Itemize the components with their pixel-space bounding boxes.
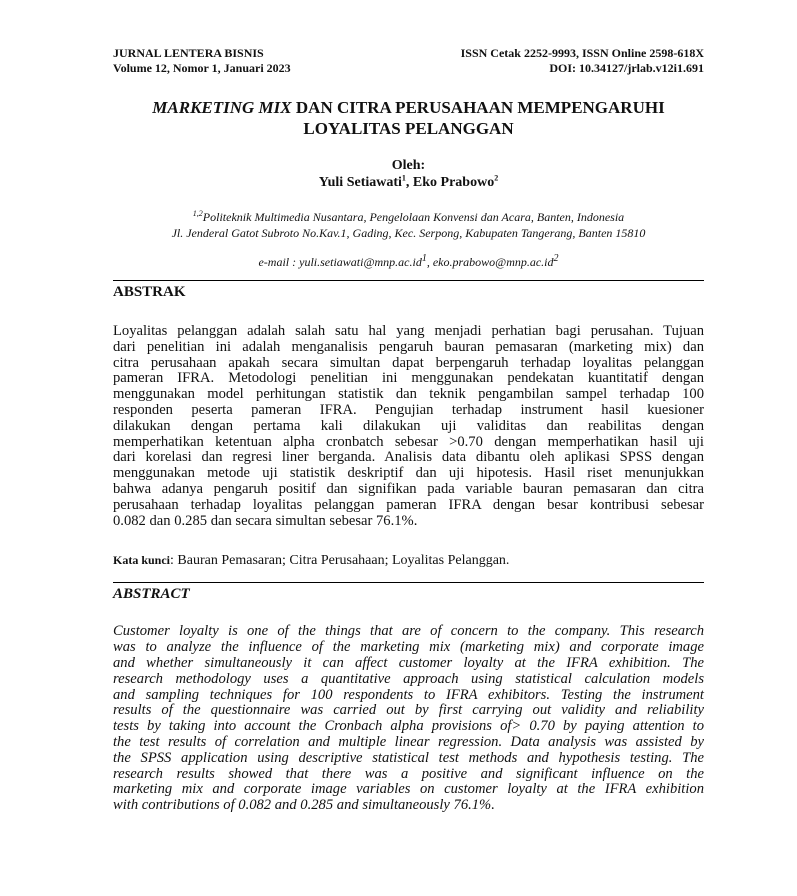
abstrak-line: bahwa adanya pengaruh positif dan signifikan pada variable bauran pemasaran dan citra xyxy=(113,480,704,497)
affiliation xyxy=(113,209,704,241)
abstract-line-last: with contributions of 0.082 and 0.285 and simultaneously 76.1%. xyxy=(113,797,495,814)
abstrak-line: pameran IFRA. Metodologi penelitian ini menggunakan pendekatan kuantitatif dengan xyxy=(113,370,704,387)
author-separator: , xyxy=(405,175,413,190)
abstract-line: the test results of correlation and multiple linear regression. Data analysis was assisted by xyxy=(113,733,704,750)
abstrak-line: menggunakan metode uji statistik deskriptif dan uji hipotesis. Hasil riset menunjukkan xyxy=(113,465,704,482)
author-1-sup: 1 xyxy=(401,173,406,183)
author-1: Yuli Setiawati xyxy=(318,175,402,190)
abstrak-line: responden peserta pameran IFRA. Pengujian terhadap instrument hasil kuesioner xyxy=(113,401,704,418)
issn: ISSN Cetak 2252-9993, ISSN Online 2598-618X xyxy=(460,46,704,60)
abstrak-line: memperhatikan ketentuan alpha cronbatch sebesar >0.70 dengan memperhatikan hasil uji xyxy=(113,433,704,450)
author-list xyxy=(113,174,704,191)
abstrak-line: dilakukan dengan pertama kali dilakukan uji validitas dan reabilitas dengan xyxy=(113,417,704,434)
email-sup-2: 2 xyxy=(553,253,559,264)
abstract-line: research methodology uses a quantitative approach using statistical calculation models xyxy=(113,670,704,687)
email-2: , eko.prabowo@mnp.ac.id xyxy=(426,255,554,269)
keywords xyxy=(113,552,704,569)
abstrak-line: dari penelitian ini adalah menganalisis pengaruh bauran pemasaran (marketing mix) dan xyxy=(113,338,704,355)
running-header-row-1 xyxy=(113,46,704,61)
keywords-value: Bauran Pemasaran; Citra Perusahaan; Loyalitas Pelanggan. xyxy=(177,553,510,569)
title-line1-rest: DAN CITRA PERUSAHAAN MEMPENGARUHI xyxy=(291,98,665,117)
abstract-line: was to analyze the influence of the marketing mix (marketing mix) and corporate image xyxy=(113,639,704,656)
doi: DOI: 10.34127/jrlab.v12i1.691 xyxy=(549,61,704,75)
abstract-line: and sampling techniques for 100 respondents to IFRA exhibitors. Testing the instrument xyxy=(113,686,704,703)
abstrak-line: perusahaan terhadap loyalitas pelanggan pameran IFRA dengan besar kontribusi sebesar xyxy=(113,496,704,513)
email-prefix: e-mail : yuli.setiawati@mnp.ac.id xyxy=(258,255,422,269)
paper-title xyxy=(113,97,704,139)
abstract-line: Customer loyalty is one of the things that are of concern to the company. This research xyxy=(113,623,704,640)
abstract-heading: ABSTRACT xyxy=(113,582,704,603)
author-2-sup: 2 xyxy=(494,173,499,183)
affiliation-line-2: Jl. Jenderal Gatot Subroto No.Kav.1, Gading, Kec. Serpong, Kabupaten Tangerang, Banten 15810 xyxy=(171,226,646,240)
abstract-line: the SPSS application using descriptive statistical test methods and hypothesis testing. The xyxy=(113,749,704,766)
abstract-line: and whether simultaneously it can affect customer loyalty at the IFRA exhibition. The xyxy=(113,654,704,671)
abstrak-line: dari korelasi dan regresi liner berganda. Analisis data dibantu oleh aplikasi SPSS dengan xyxy=(113,449,704,466)
abstract-line: tests by taking into account the Cronbach alpha provisions of> 0.70 by paying attention to xyxy=(113,718,704,735)
oleh-label: Oleh: xyxy=(391,158,426,173)
title-line2: LOYALITAS PELANGGAN xyxy=(303,119,514,138)
author-2: Eko Prabowo xyxy=(412,175,495,190)
keywords-label: Kata kunci xyxy=(113,553,171,568)
abstract-line: results of the questionnaire was carried out by first carrying out validity and reliability xyxy=(113,702,704,719)
abstrak-heading: ABSTRAK xyxy=(113,280,704,301)
abstrak-body xyxy=(113,324,704,529)
abstract-body xyxy=(113,624,704,814)
running-header-row-2 xyxy=(113,61,704,76)
volume-info: Volume 12, Nomor 1, Januari 2023 xyxy=(113,61,291,75)
abstrak-line: menggunakan model perhitungan statistik dan teknik pengambilan sampel terhadap 100 xyxy=(113,386,704,403)
keywords-colon: : xyxy=(170,553,178,569)
affiliation-sup: 1,2 xyxy=(192,209,203,218)
abstrak-line-last: 0.082 dan 0.285 dan secara simultan sebesar 76.1%. xyxy=(113,512,418,529)
title-italic-part: MARKETING MIX xyxy=(152,98,292,117)
affiliation-line-1: Politeknik Multimedia Nusantara, Pengelolaan Konvensi dan Acara, Banten, Indonesia xyxy=(202,210,625,224)
paper-page xyxy=(113,46,704,814)
abstract-line: marketing mix and corporate image variables on customer loyalty at the IFRA exhibition xyxy=(113,781,704,798)
abstrak-line: Loyalitas pelanggan adalah salah satu hal yang menjadi perhatian bagi perusahan. Tujuan xyxy=(113,323,704,339)
abstrak-line: citra perusahaan apakah secara simultan dapat berpengaruh terhadap loyalitas pelanggan xyxy=(113,354,704,371)
email-line xyxy=(113,251,704,270)
email-sup-1: 1 xyxy=(421,253,427,264)
abstract-line: research results showed that there was a positive and significant influence on the xyxy=(113,765,704,782)
journal-name: JURNAL LENTERA BISNIS xyxy=(113,46,264,60)
